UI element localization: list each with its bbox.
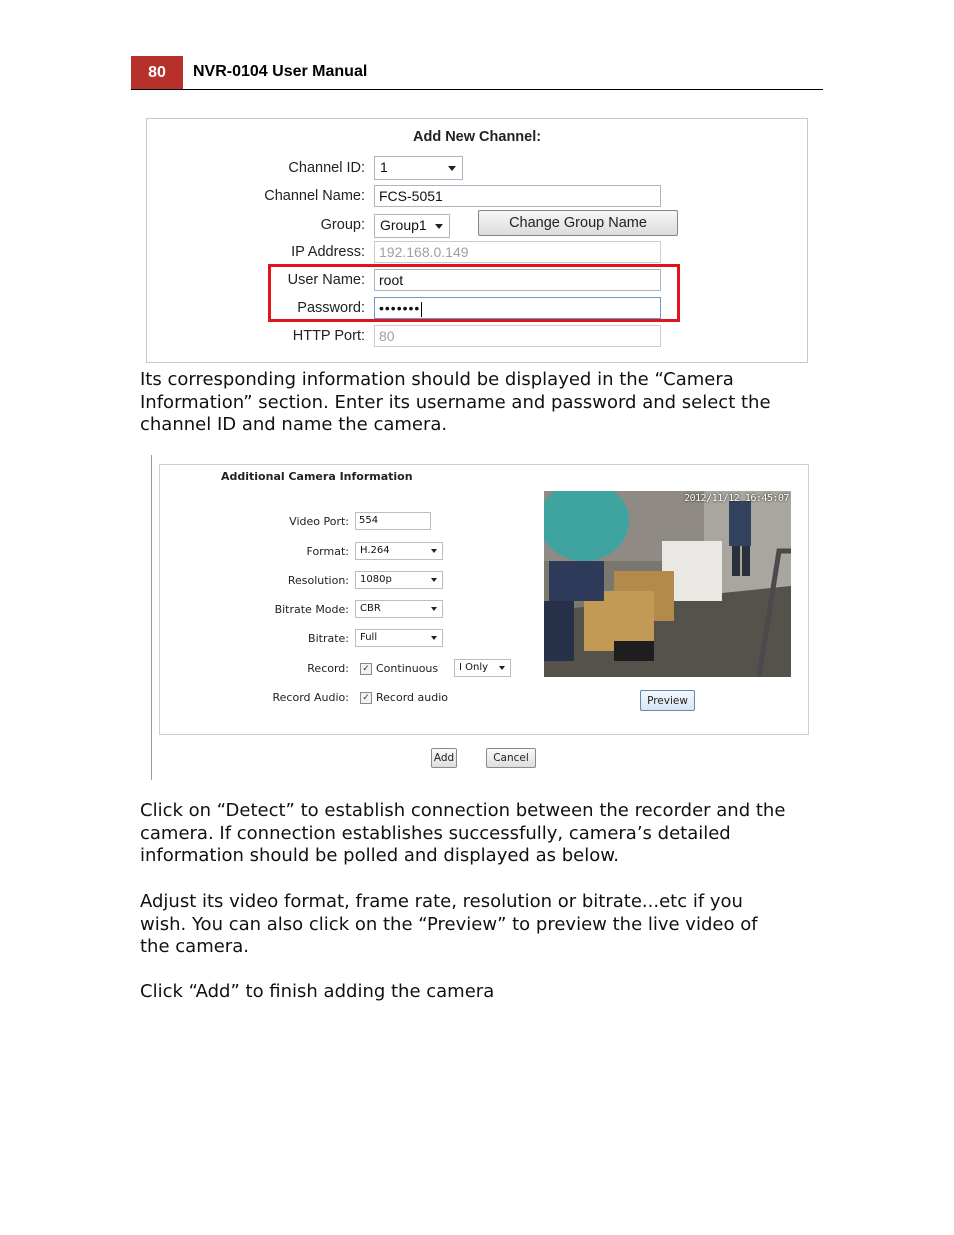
password-dots: ••••••• xyxy=(379,300,421,316)
password-label: Password: xyxy=(297,300,365,316)
ip-address-input[interactable]: 192.168.0.149 xyxy=(374,241,661,263)
record-label: Record: xyxy=(307,662,349,675)
continuous-checkbox[interactable]: ✓ xyxy=(360,663,372,675)
channel-name-label: Channel Name: xyxy=(264,188,365,204)
resolution-label: Resolution: xyxy=(287,574,349,587)
add-channel-title: Add New Channel: xyxy=(413,129,542,145)
add-channel-screenshot xyxy=(146,118,808,363)
screenshot-border-line xyxy=(151,455,152,780)
channel-id-value: 1 xyxy=(380,159,388,175)
group-select[interactable] xyxy=(374,214,450,238)
chevron-down-icon xyxy=(431,578,437,582)
video-port-label: Video Port: xyxy=(289,515,349,528)
ip-address-label: IP Address: xyxy=(291,244,365,260)
video-port-input[interactable]: 554 xyxy=(355,512,431,530)
channel-id-label: Channel ID: xyxy=(288,160,365,176)
chevron-down-icon xyxy=(499,666,505,670)
chevron-down-icon xyxy=(431,549,437,553)
chevron-down-icon xyxy=(435,224,443,229)
continuous-label: Continuous xyxy=(376,662,439,675)
user-name-label: User Name: xyxy=(287,272,365,288)
user-name-input[interactable]: root xyxy=(374,269,661,291)
chevron-down-icon xyxy=(431,607,437,611)
format-select[interactable] xyxy=(355,542,443,560)
bitrate-select[interactable] xyxy=(355,629,443,647)
resolution-select[interactable] xyxy=(355,571,443,589)
camera-preview-image xyxy=(544,491,791,677)
bitrate-mode-value: CBR xyxy=(360,603,381,614)
format-value: H.264 xyxy=(360,545,390,556)
chevron-down-icon xyxy=(448,166,456,171)
format-label: Format: xyxy=(306,545,349,558)
paragraph-camera-information: Its corresponding information should be displayed in the “Camera Information” section. Enter its username and password and select the channel ID and name the camera. xyxy=(140,369,771,436)
record-audio-label: Record Audio: xyxy=(272,691,349,704)
http-port-label: HTTP Port: xyxy=(292,328,365,344)
camera-info-screenshot xyxy=(159,464,809,735)
credentials-highlight-box xyxy=(268,264,680,322)
paragraph-adjust: Adjust its video format, frame rate, resolution or bitrate...etc if you wish. You can also click on the “Preview” to preview the live video of the camera. xyxy=(140,891,758,958)
channel-id-select[interactable] xyxy=(374,156,463,180)
camera-timestamp: 2012/11/12 16:45:07 xyxy=(684,493,789,504)
preview-button[interactable]: Preview xyxy=(640,690,695,711)
change-group-name-button[interactable]: Change Group Name xyxy=(478,210,678,236)
bitrate-mode-select[interactable] xyxy=(355,600,443,618)
record-frame-value: I Only xyxy=(459,662,489,673)
chevron-down-icon xyxy=(431,636,437,640)
paragraph-add: Click “Add” to finish adding the camera xyxy=(140,981,495,1002)
group-label: Group: xyxy=(320,217,365,233)
bitrate-mode-label: Bitrate Mode: xyxy=(274,603,349,616)
add-button[interactable]: Add xyxy=(431,748,457,768)
http-port-input[interactable]: 80 xyxy=(374,325,661,347)
record-audio-checkbox[interactable]: ✓ xyxy=(360,692,372,704)
page-number: 80 xyxy=(131,56,183,90)
manual-title: NVR-0104 User Manual xyxy=(193,63,368,80)
header-rule xyxy=(131,89,823,90)
camera-info-title: Additional Camera Information xyxy=(221,470,413,483)
bitrate-value: Full xyxy=(360,632,378,643)
cancel-button[interactable]: Cancel xyxy=(486,748,536,768)
bitrate-label: Bitrate: xyxy=(308,632,349,645)
group-value: Group1 xyxy=(380,217,427,233)
record-frame-select[interactable] xyxy=(454,659,511,677)
resolution-value: 1080p xyxy=(360,574,392,585)
paragraph-detect: Click on “Detect” to establish connection between the recorder and the camera. If connection establishes successfully, camera’s detailed information should be polled and displayed as below. xyxy=(140,800,786,867)
record-audio-checkbox-label: Record audio xyxy=(376,691,448,704)
channel-name-input[interactable]: FCS-5051 xyxy=(374,185,661,207)
